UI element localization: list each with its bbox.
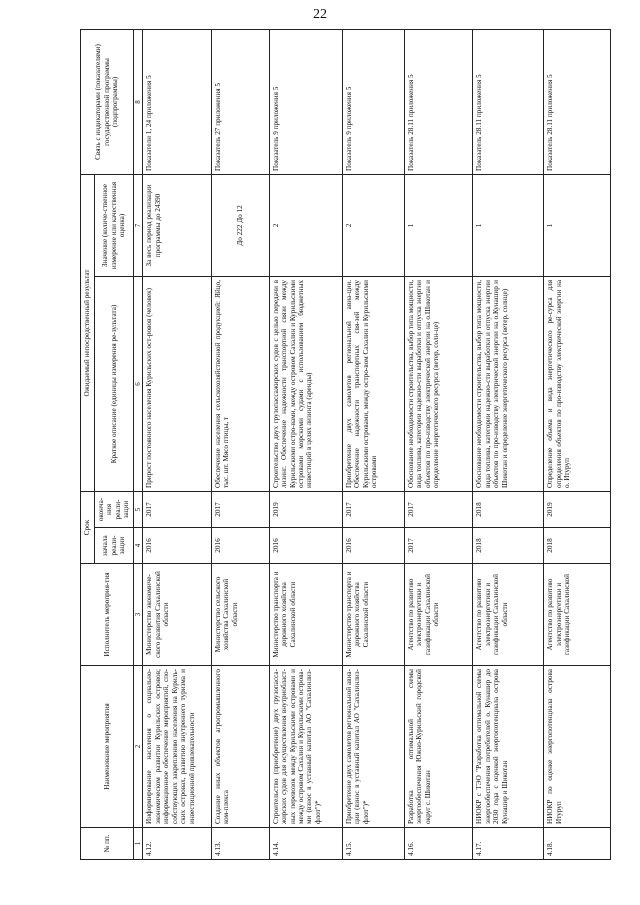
row-link: Показатель 28.11 приложения 5: [544, 29, 611, 174]
row-start: 2016: [269, 528, 342, 564]
row-start: 2018: [544, 528, 611, 564]
column-number: 2: [133, 666, 142, 828]
header-value: Значение (количе-ственное измерение или качественная оценка): [95, 174, 134, 276]
row-value: 1: [544, 174, 611, 276]
column-number: 3: [133, 564, 142, 666]
row-end: 2017: [342, 491, 404, 527]
row-desc: Обоснование необходимости строительства, выбор типа мощности, вида топлива, категории надежно-сти выработки и отпуска энергии объектов по про-изводству электрической энергии на о.Кунашир и Шикотан и определение энергетического ресурса (ветер, солнце): [473, 276, 544, 491]
row-desc: Определение объема и вида энергетического ре-сурса для определения объектов по про-изводству электрической энергии на о. Итуруп: [544, 276, 611, 491]
table-row: [342, 29, 404, 859]
table-row: [473, 29, 544, 859]
row-link: Показатель 28.11 приложения 5: [473, 29, 544, 174]
row-end: 2019: [269, 491, 342, 527]
row-end: 2018: [473, 491, 544, 527]
row-num: 4.12.: [143, 828, 212, 860]
row-executor: Агентство по развитию электроэнергетики и газификации Сахалинской области: [404, 564, 473, 666]
row-name: Разработка оптимальной схемы энергообеспечения Южно-Курильский городской округ с. Шикотан: [404, 666, 473, 828]
row-value: 2: [342, 174, 404, 276]
header-executor: Исполнитель мероприя-тия: [81, 564, 134, 666]
row-end: 2017: [404, 491, 473, 527]
table-row: [211, 29, 269, 859]
row-executor: Министерство транспорта и дорожного хозяйства Сахалинской области: [269, 564, 342, 666]
row-num: 4.16.: [404, 828, 473, 860]
row-executor: Министерство транспорта и дорожного хозяйства Сахалинской области: [342, 564, 404, 666]
row-desc: Обоснование необходимости строительства, выбор типа мощности, вида топлива, категории надежно-сти выработки и отпуска энергии объектов по про-изводству электрической энергии на о.Шикотан и определение энергетического ресурса (ветер, солн-це): [404, 276, 473, 491]
row-link: Показатель 9 приложения 5: [342, 29, 404, 174]
row-executor: Агентство по развитию электроэнергетики и газификации Сахалинской: [544, 564, 611, 666]
row-num: 4.14.: [269, 828, 342, 860]
table-row: [404, 29, 473, 859]
row-start: 2018: [473, 528, 544, 564]
header-start: начала реали-зации: [95, 528, 134, 564]
row-end: 2017: [211, 491, 269, 527]
row-desc: Обеспечение населения сельскохозяйственной продукцией: Яйцо, тыс. шт. Мясо птицы, т: [211, 276, 269, 491]
row-executor: Агентство по развитию электроэнергетики и газификации Сахалинской области: [473, 564, 544, 666]
row-name: Строительство (приобретение) двух грузопасса-жирских судов для осуществления внутриобласт-ных перевозок между Курильскими островами и между островом Сахалин и Курильскими острова-ми (взнос в уставный капитал АО "Сахалинлиз-флот")*: [269, 666, 342, 828]
header-desc: Краткое описание (единицы измерения ре-зультата): [95, 276, 134, 491]
header-result: Ожидаемый непосредственный результат: [81, 174, 95, 491]
row-executor: Министерство экономиче-ского развития Сахалинской области: [143, 564, 212, 666]
header-name: Наименование мероприятия: [81, 666, 134, 828]
column-number-row: [133, 29, 142, 859]
row-num: 4.15.: [342, 828, 404, 860]
row-end: 2019: [544, 491, 611, 527]
column-number: 1: [133, 828, 142, 860]
row-name: Создание иных объектов агропромышленного ком-плекса: [211, 666, 269, 828]
column-number: 8: [133, 29, 142, 174]
row-value: 2: [269, 174, 342, 276]
page-number: 22: [313, 7, 327, 22]
row-link: Показатели 1, 24 приложения 5: [143, 29, 212, 174]
row-value: 1: [404, 174, 473, 276]
table-row: [544, 29, 611, 859]
row-start: 2016: [342, 528, 404, 564]
row-value: До 222 До 12: [211, 174, 269, 276]
row-desc: Прирост постоянного населения Курильских ост-ровов (человек): [143, 276, 212, 491]
row-name: Приобретение двух самолетов региональной авиа-ции (взнос в уставный капитал АО "Сахалинлиз-флот")*: [342, 666, 404, 828]
rotated-table-container: [80, 30, 610, 860]
measures-table: [80, 29, 611, 860]
row-start: 2016: [211, 528, 269, 564]
row-num: 4.17.: [473, 828, 544, 860]
header-end: оконча-ния реали-зации: [95, 491, 134, 527]
row-value: За весь период реализации программы до 24390: [143, 174, 212, 276]
table-row: [143, 29, 212, 859]
row-desc: Строительство двух грузопассажирских судов с целью передачи в лизинг. Обеспечение надежности транспортной связи между Курильскими остро-вами, между островом Сахалин и Курильскими островами морскими судами с использованием бюджетных инвестиций в целях лизинга (аренды): [269, 276, 342, 491]
row-link: Показатель 28.11 приложения 5: [404, 29, 473, 174]
column-number: 5: [133, 491, 142, 527]
header-term: Срок: [81, 491, 95, 563]
column-number: 6: [133, 276, 142, 491]
row-end: 2017: [143, 491, 212, 527]
row-name: НИОКР с ТЭО "Разработка оптимальной схемы энергообеспечения потребителей о. Кунашир до 2030 года с оценкой энергопотенциала острова Кунашир и Шикотан: [473, 666, 544, 828]
table-row: [269, 29, 342, 859]
row-name: Информирование населения о социально-экономическом развитии Курильских островов; информационное обеспечение мероприятий, спо-собствующих закреплению населения на Куриль-ских островах, развитию внутреннего туризма и инвестиционной привлекательности: [143, 666, 212, 828]
header-link: Связь с индикаторами (показателями) государственной программы (подпрограммы): [81, 29, 134, 174]
column-number: 7: [133, 174, 142, 276]
row-num: 4.18.: [544, 828, 611, 860]
row-link: Показатель 9 приложения 5: [269, 29, 342, 174]
row-start: 2016: [143, 528, 212, 564]
header-num: № пп.: [81, 828, 134, 860]
row-executor: Министерство сельского хозяйства Сахалинской области: [211, 564, 269, 666]
row-start: 2017: [404, 528, 473, 564]
row-value: 1: [473, 174, 544, 276]
row-link: Показатель 27 приложения 5: [211, 29, 269, 174]
row-desc: Приобретение двух самолетов региональной авиа-ции. Обеспечение надежности транспортных свя-зей между Курильскими островами, между остро-вом Сахалин и Курильскими островами: [342, 276, 404, 491]
column-number: 4: [133, 528, 142, 564]
row-name: НИОКР по оценке энергопотенциала острова Итуруп: [544, 666, 611, 828]
row-num: 4.13.: [211, 828, 269, 860]
